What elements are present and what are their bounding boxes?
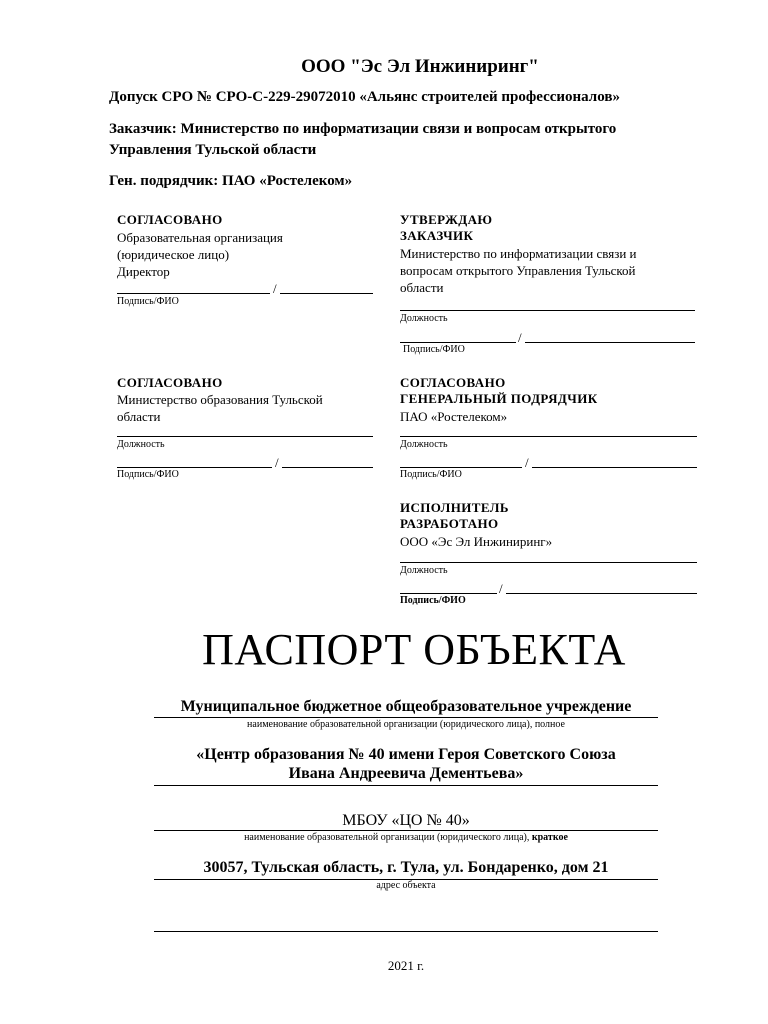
b5-sign-line-left	[400, 593, 497, 594]
b5-position-label: Должность	[400, 565, 448, 576]
b1-title: СОГЛАСОВАНО	[117, 212, 223, 227]
full-name-underline	[154, 717, 658, 718]
b3-line-2: области	[117, 409, 161, 424]
org-short-name: МБОУ «ЦО № 40»	[342, 812, 470, 829]
b3-sign-label: Подпись/ФИО	[117, 469, 179, 480]
full-name-caption: наименование образовательной организации (юридического лица), полное	[247, 719, 565, 730]
b1-line-2: (юридическое лицо)	[117, 247, 230, 262]
center-name-line-1: «Центр образования № 40 имени Героя Советского Союза	[196, 746, 616, 763]
b5-sign-line-right	[506, 593, 697, 594]
b4-title-1: СОГЛАСОВАНО	[400, 375, 506, 390]
b3-position-label: Должность	[117, 439, 165, 450]
b5-title-1: ИСПОЛНИТЕЛЬ	[400, 500, 509, 515]
company-name: ООО "Эс Эл Инжиниринг"	[301, 56, 539, 77]
contractor-line: Ген. подрядчик: ПАО «Ростелеком»	[109, 173, 353, 189]
b2-position-line	[400, 310, 695, 311]
sro-line: Допуск СРО № СРО-С-229-29072010 «Альянс строителей профессионалов»	[109, 89, 620, 105]
b4-position-label: Должность	[400, 439, 448, 450]
document-year: 2021 г.	[387, 958, 425, 973]
b1-sign-line-left	[117, 293, 270, 294]
b2-line-2: вопросам открытого Управления Тульской	[400, 263, 636, 278]
b1-line-3: Директор	[117, 264, 170, 279]
b5-line-1: ООО «Эс Эл Инжиниринг»	[400, 534, 553, 549]
b1-sign-label: Подпись/ФИО	[117, 296, 179, 307]
org-full-name: Муниципальное бюджетное общеобразовательное учреждение	[180, 698, 632, 715]
object-address: 30057, Тульская область, г. Тула, ул. Бондаренко, дом 21	[203, 859, 609, 876]
address-caption: адрес объекта	[376, 880, 436, 891]
b1-sign-line-right	[280, 293, 373, 294]
b2-sign-line-left	[400, 342, 516, 343]
b4-sign-label: Подпись/ФИО	[400, 469, 462, 480]
passport-title: ПАСПОРТ ОБЪЕКТА	[202, 625, 626, 674]
short-name-underline	[154, 830, 658, 831]
center-name-underline	[154, 785, 658, 786]
short-name-caption: наименование образовательной организации (юридического лица), краткое	[244, 832, 568, 843]
b2-sign-label: Подпись/ФИО	[403, 344, 465, 355]
b1-line-1: Образовательная организация	[117, 230, 283, 245]
b5-title-2: РАЗРАБОТАНО	[400, 516, 499, 531]
b4-sign-line-right	[532, 467, 697, 468]
b5-sign-label: Подпись/ФИО	[400, 595, 466, 606]
b3-sign-line-left	[117, 467, 272, 468]
b3-line-1: Министерство образования Тульской	[117, 392, 323, 407]
b4-line-1: ПАО «Ростелеком»	[400, 409, 508, 424]
b4-position-line	[400, 436, 697, 437]
b3-position-line	[117, 436, 373, 437]
b2-sign-line-right	[525, 342, 695, 343]
b3-title: СОГЛАСОВАНО	[117, 375, 223, 390]
center-name-line-2: Ивана Андреевича Дементьева»	[288, 765, 524, 782]
b5-position-line	[400, 562, 697, 563]
b4-title-2: ГЕНЕРАЛЬНЫЙ ПОДРЯДЧИК	[400, 391, 598, 406]
b2-position-label: Должность	[400, 313, 448, 324]
customer-line-1: Заказчик: Министерство по информатизации связи и вопросам открытого	[109, 121, 617, 137]
customer-line-2: Управления Тульской области	[109, 142, 317, 158]
b3-sign-line-right	[282, 467, 373, 468]
b2-title-1: УТВЕРЖДАЮ	[400, 212, 493, 227]
b2-line-1: Министерство по информатизации связи и	[400, 246, 637, 261]
b4-sign-line-left	[400, 467, 522, 468]
b2-line-3: области	[400, 280, 444, 295]
blank-underline	[154, 931, 658, 932]
b2-title-2: ЗАКАЗЧИК	[400, 228, 474, 243]
